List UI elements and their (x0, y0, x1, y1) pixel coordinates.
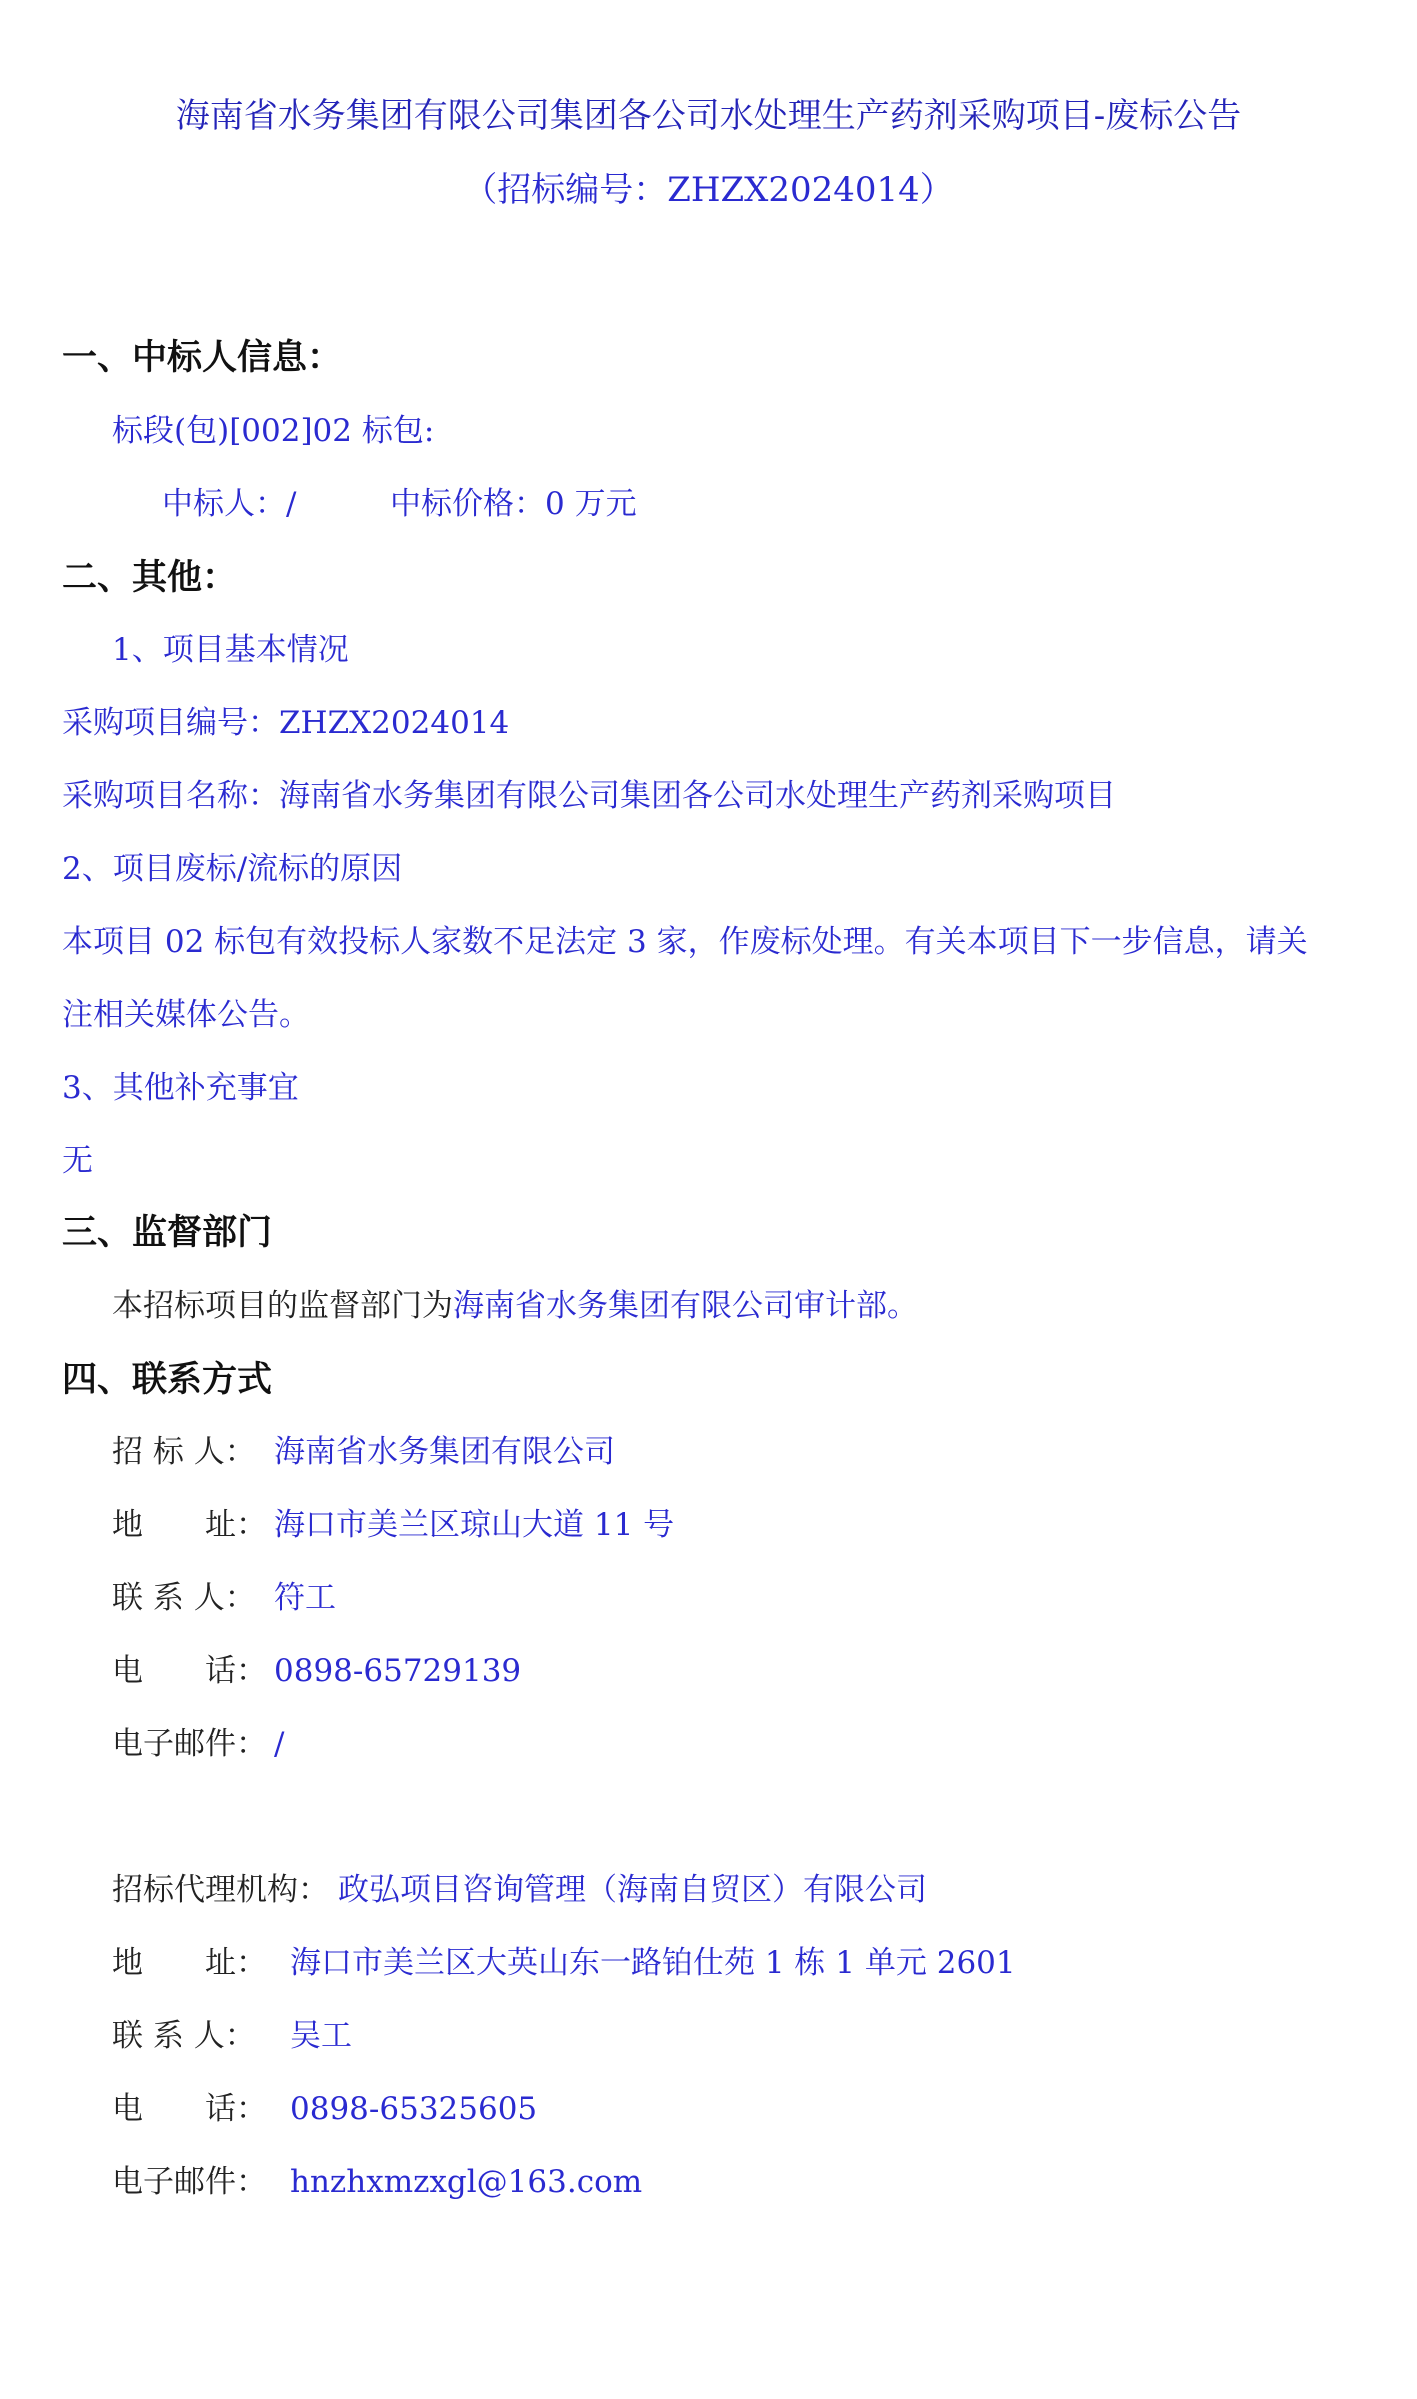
section-heading-supervision: 三、监督部门 (62, 1212, 273, 1253)
supervision-text (112, 1280, 918, 1325)
tenderer-contact-value: 符工 (274, 1580, 336, 1616)
agent-contact-label: 联 系 人： (112, 2018, 256, 2054)
agent-org-label: 招标代理机构： (112, 1872, 329, 1908)
reason-text-line2: 注相关媒体公告。 (62, 997, 310, 1033)
agent-email-row (112, 2156, 642, 2201)
agent-contact-row (112, 2010, 352, 2055)
agent-phone-value: 0898-65325605 (290, 2091, 538, 2127)
tenderer-address-row (112, 1499, 674, 1544)
tenderer-org-value: 海南省水务集团有限公司 (274, 1434, 615, 1470)
tender-number: （招标编号：ZHZX2024014） (463, 170, 954, 210)
tenderer-phone-label: 电 话： (112, 1653, 267, 1689)
section-heading-winner: 一、中标人信息： (62, 337, 343, 378)
agent-email-label: 电子邮件： (112, 2164, 267, 2200)
supervision-prefix: 本招标项目的监督部门为 (112, 1288, 453, 1324)
tenderer-address-label: 地 址： (112, 1507, 267, 1543)
agent-address-value: 海口市美兰区大英山东一路铂仕苑 1 栋 1 单元 2601 (290, 1945, 1016, 1981)
item3-title: 3、其他补充事宜 (62, 1070, 299, 1106)
tenderer-phone-row (112, 1645, 521, 1690)
agent-address-label: 地 址： (112, 1945, 267, 1981)
section-heading-contact: 四、联系方式 (62, 1359, 273, 1400)
agent-email-value[interactable]: hnzhxmzxgl@163.com (290, 2164, 643, 2200)
tenderer-email-row (112, 1718, 284, 1763)
agent-phone-row (112, 2083, 537, 2128)
tenderer-address-value: 海口市美兰区琼山大道 11 号 (274, 1507, 675, 1543)
agent-org-value: 政弘项目咨询管理（海南自贸区）有限公司 (338, 1872, 927, 1908)
agent-contact-value: 吴工 (290, 2018, 352, 2054)
tenderer-phone-value: 0898-65729139 (274, 1653, 522, 1689)
project-name: 采购项目名称：海南省水务集团有限公司集团各公司水处理生产药剂采购项目 (62, 778, 1116, 814)
tenderer-contact-row (112, 1572, 336, 1617)
agent-address-row (112, 1937, 1016, 1982)
supervision-org: 海南省水务集团有限公司审计部。 (453, 1288, 918, 1324)
lot-label: 标段(包)[002]02 标包: (112, 413, 435, 449)
item1-title: 1、项目基本情况 (112, 632, 349, 668)
item2-title: 2、项目废标/流标的原因 (62, 851, 403, 887)
tenderer-org-row (112, 1426, 615, 1471)
section-heading-other: 二、其他： (62, 557, 238, 598)
agent-org-row (112, 1864, 927, 1909)
project-number: 采购项目编号：ZHZX2024014 (62, 705, 510, 741)
document-title: 海南省水务集团有限公司集团各公司水处理生产药剂采购项目-废标公告 (175, 96, 1242, 136)
tenderer-org-label: 招 标 人： (112, 1434, 256, 1470)
winner-label: 中标人：/ (162, 486, 297, 522)
reason-text-line1: 本项目 02 标包有效投标人家数不足法定 3 家，作废标处理。有关本项目下一步信息，请关 (62, 924, 1308, 960)
tenderer-email-value: / (274, 1726, 285, 1762)
tenderer-email-label: 电子邮件： (112, 1726, 267, 1762)
agent-phone-label: 电 话： (112, 2091, 267, 2127)
price-label: 中标价格：0 万元 (390, 486, 637, 522)
item3-value: 无 (62, 1143, 93, 1179)
tenderer-contact-label: 联 系 人： (112, 1580, 256, 1616)
